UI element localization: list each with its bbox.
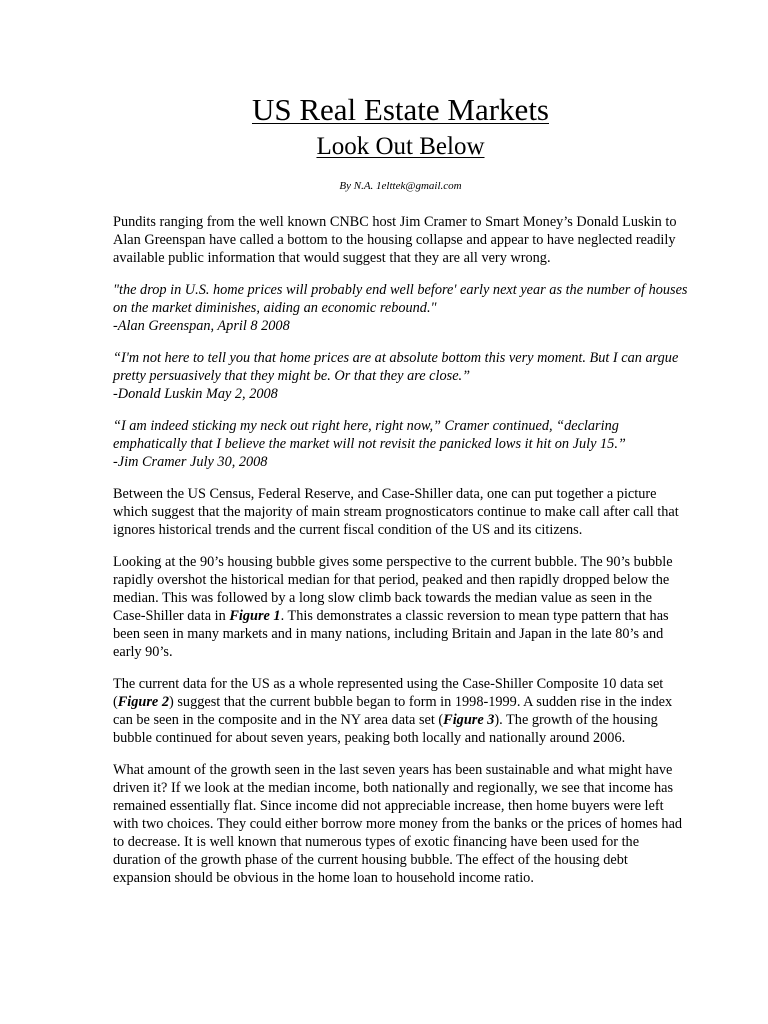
intro-paragraph: Pundits ranging from the well known CNBC host Jim Cramer to Smart Money’s Donald Luskin to Alan Greenspan have called a bottom to the housing collapse and appear to have neglected readily available public information that would suggest that they are all very wrong.	[113, 214, 677, 266]
nineties-bubble-paragraph	[113, 553, 688, 661]
growth-paragraph: What amount of the growth seen in the last seven years has been sustainable and what might have driven it? If we look at the median income, both nationally and regionally, we see that income has remained essentially flat. Since income did not appreciable increase, then home buyers were left with two choices. They could either borrow more money from the banks or the prices of homes had to decrease. It is well known that numerous types of exotic financing have been used for the duration of the growth phase of the current housing bubble. The effect of the housing debt expansion should be obvious in the home loan to household income ratio.	[113, 762, 683, 886]
paragraph-text: Looking at the 90’s housing bubble gives some perspective to the current bubble. The 90’s bubble rapidly overshot the historical median for that period, peaked and then rapidly dropped below the median. This was followed by a long slow climb back towards the median value as seen in the Case-Shiller data in	[113, 554, 673, 624]
quote-text: "the drop in U.S. home prices will probably end well before' early next year as the number of houses on the market diminishes, aiding an economic rebound."	[113, 282, 688, 316]
quote-cramer	[113, 417, 688, 471]
paragraph-text: ) suggest that the current bubble began to form in 1998-1999. A sudden rise in the index can be seen in the composite and in the NY area data set (	[113, 694, 673, 728]
document-title: US Real Estate Markets	[251, 92, 549, 127]
census-paragraph: Between the US Census, Federal Reserve, and Case-Shiller data, one can put together a picture which suggest that the majority of main stream prognosticators continue to make call after call that ignores historical trends and the current fiscal condition of the US and its citizens.	[113, 486, 679, 538]
quote-luskin	[113, 349, 688, 403]
document-subtitle: Look Out Below	[316, 133, 485, 160]
figure-3-reference: Figure 3	[443, 712, 495, 728]
quote-attribution: -Jim Cramer July 30, 2008	[113, 454, 268, 470]
document-page	[113, 92, 688, 887]
quote-text: “I am indeed sticking my neck out right here, right now,” Cramer continued, “declaring emphatically that I believe the market will not revisit the panicked lows it hit on July 15.”	[113, 418, 626, 452]
paragraph-text: The current data for the US as a whole represented using the Case-Shiller Composite 10 data set (	[113, 676, 664, 710]
figure-1-reference: Figure 1	[229, 608, 281, 624]
figure-2-reference: Figure 2	[117, 694, 170, 710]
paragraph-text: ). The growth of the housing bubble continued for about seven years, peaking both locally and nationally around 2006.	[113, 712, 658, 746]
quote-attribution: -Donald Luskin May 2, 2008	[113, 386, 278, 402]
current-bubble-paragraph	[113, 675, 688, 747]
byline: By N.A. 1elttek@gmail.com	[339, 180, 462, 192]
quote-text: “I'm not here to tell you that home prices are at absolute bottom this very moment. But I can argue pretty persuasively that they might be. Or that they are close.”	[113, 350, 679, 384]
quote-greenspan	[113, 281, 688, 335]
paragraph-text: . This demonstrates a classic reversion to mean type pattern that has been seen in many markets and in many nations, including Britain and Japan in the late 80’s and early 90’s.	[113, 608, 669, 660]
quote-attribution: -Alan Greenspan, April 8 2008	[113, 318, 290, 334]
